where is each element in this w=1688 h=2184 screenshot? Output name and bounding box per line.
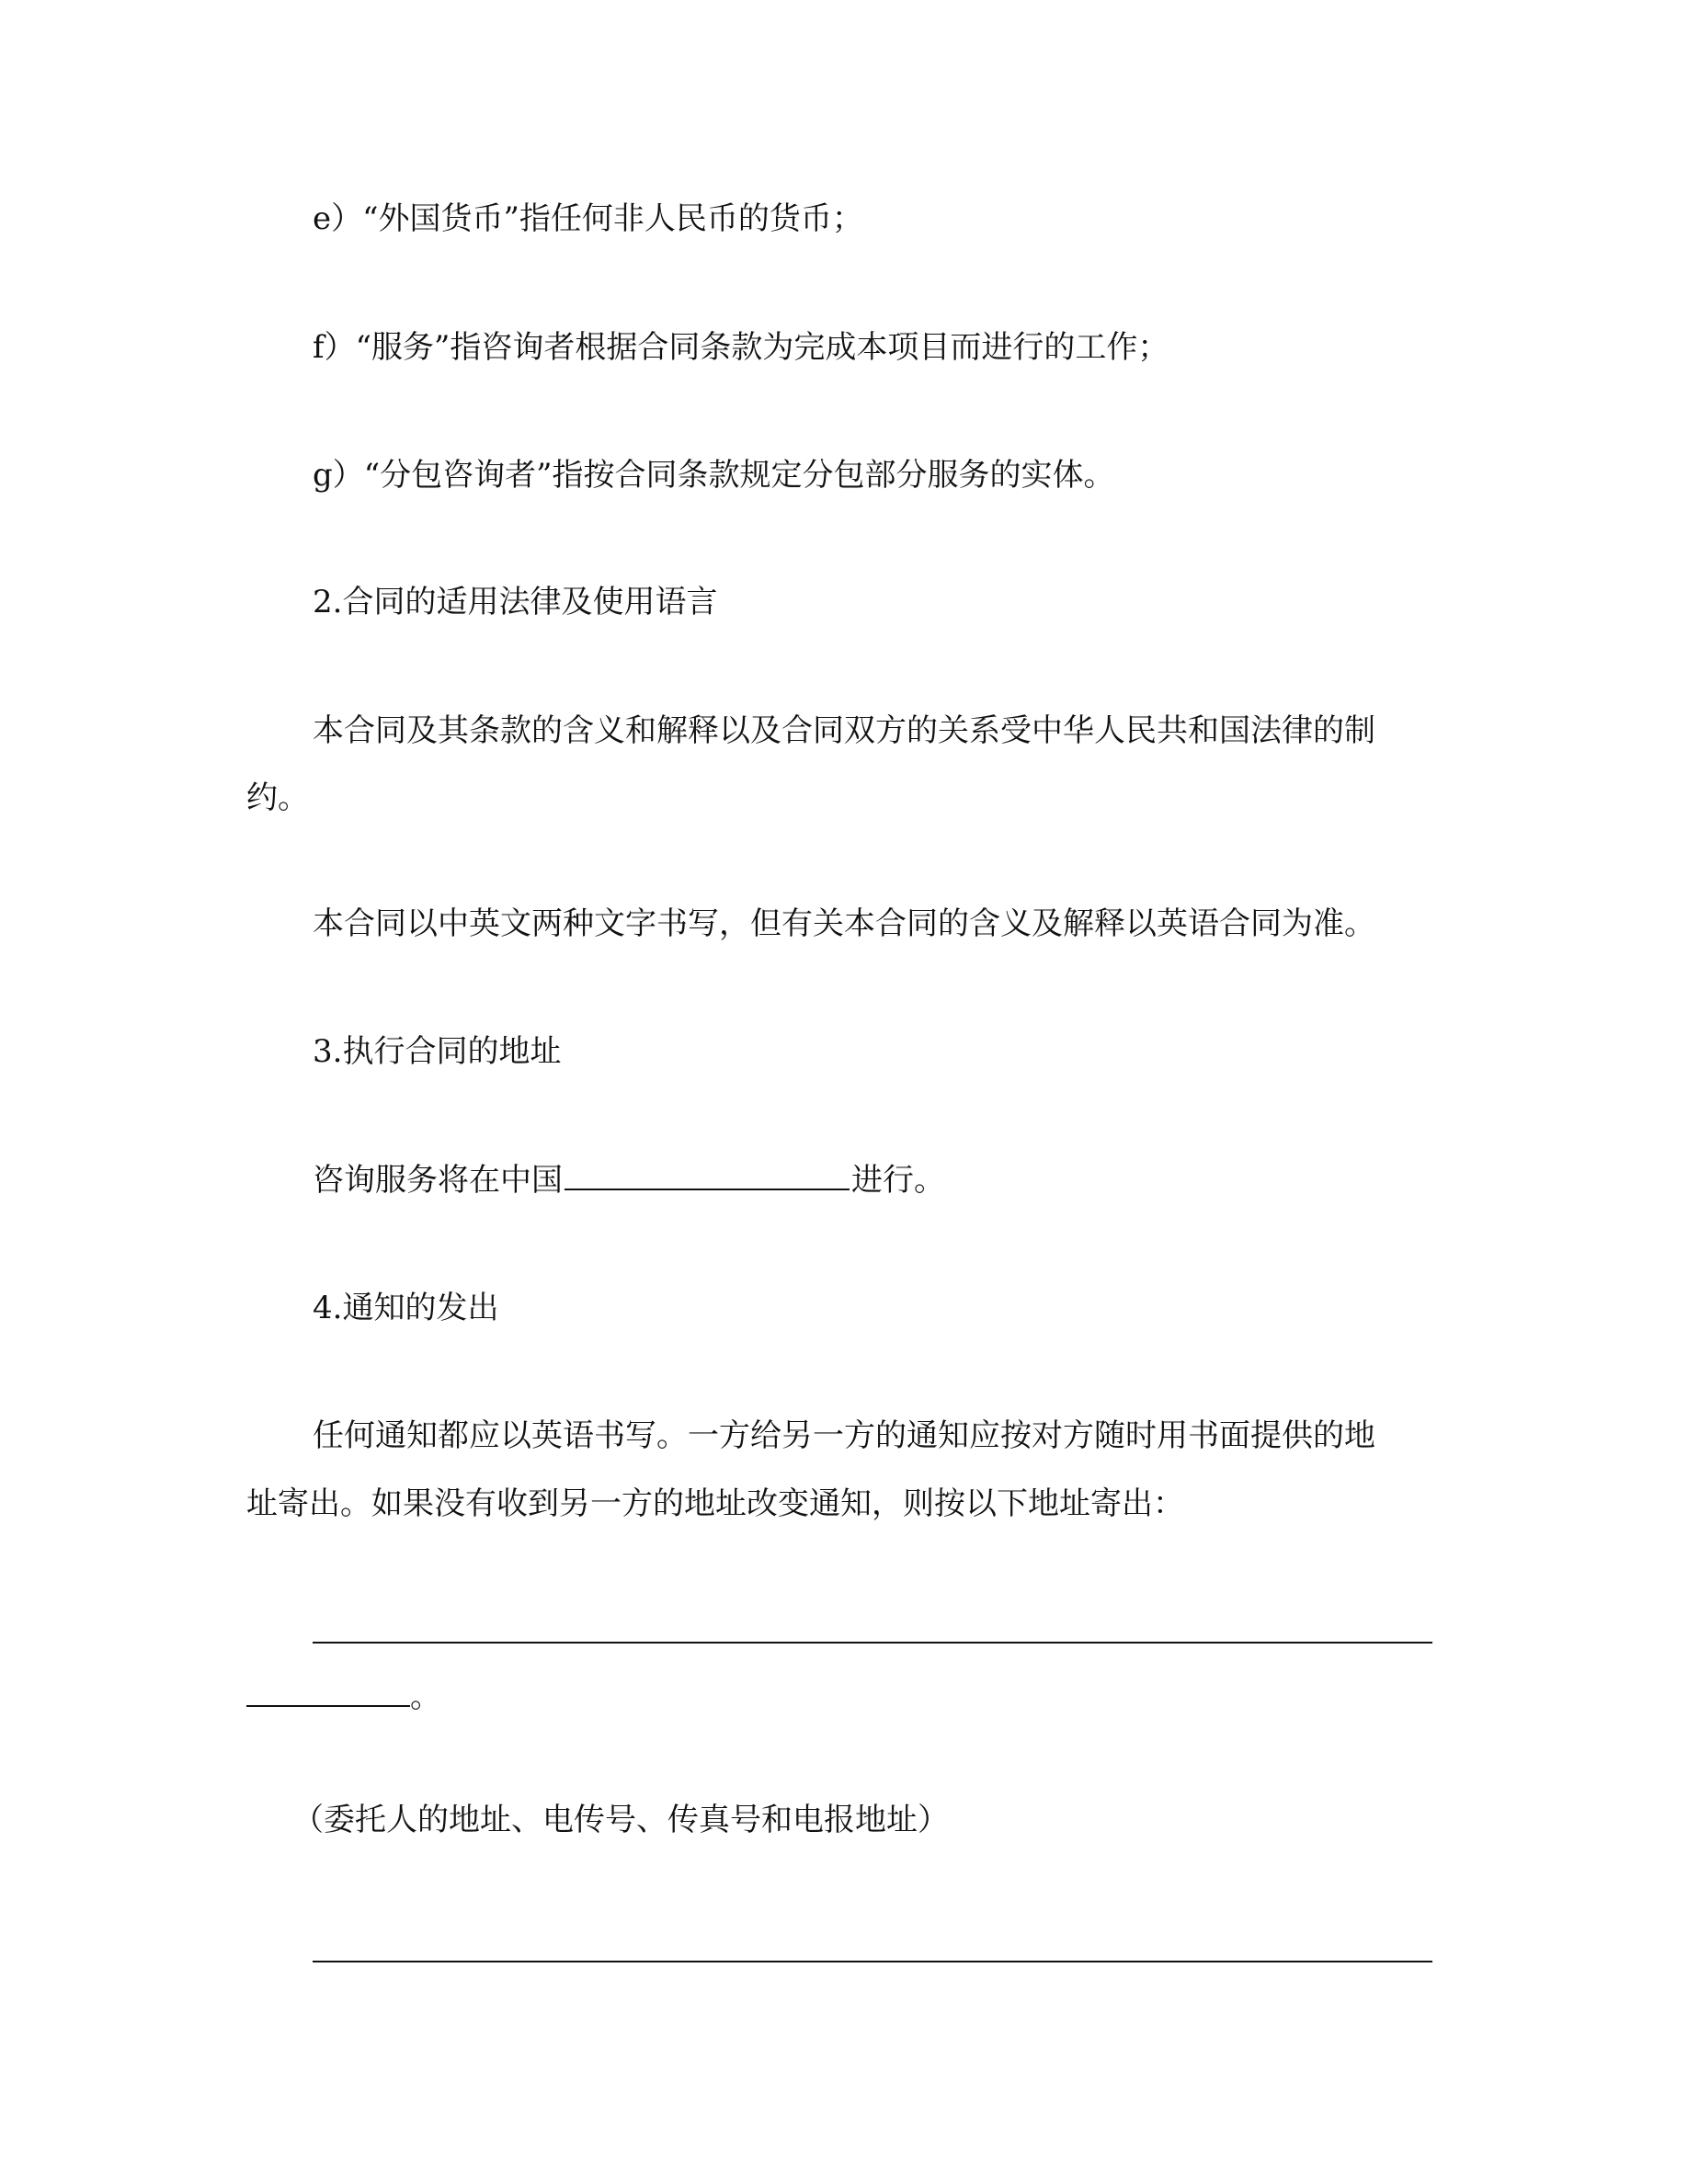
address-blank-line-2 [246, 1678, 441, 1715]
client-address-caption: （委托人的地址、电传号、传真号和电报地址） [292, 1802, 949, 1838]
section-2-paragraph-1-line-2: 约。 [246, 779, 309, 816]
location-text-after: 进行。 [851, 1162, 945, 1199]
section-2-paragraph-1-line-1: 本合同及其条款的含义和解释以及合同双方的关系受中华人民共和国法律的制 [313, 712, 1375, 749]
location-blank-field [565, 1163, 850, 1190]
definition-g: g）“分包咨询者”指按合同条款规定分包部分服务的实体。 [313, 457, 1115, 494]
address-end-mark: 。 [410, 1678, 441, 1715]
section-4-heading: 4.通知的发出 [313, 1290, 499, 1326]
address-blank-short [246, 1679, 410, 1707]
section-3-heading: 3.执行合同的地址 [313, 1033, 562, 1070]
section-4-paragraph-line-1: 任何通知都应以英语书写。一方给另一方的通知应按对方随时用书面提供的地 [313, 1417, 1375, 1454]
definition-f: f）“服务”指咨询者根据合同条款为完成本项目而进行的工作； [313, 329, 1169, 366]
definition-e: e）“外国货币”指任何非人民币的货币； [313, 200, 863, 237]
section-2-paragraph-2: 本合同以中英文两种文字书写，但有关本合同的含义及解释以英语合同为准。 [313, 905, 1375, 942]
consultant-address-blank-line [313, 1961, 1432, 1962]
address-blank-line-1 [313, 1642, 1432, 1644]
section-3-location-sentence [313, 1162, 945, 1199]
location-text-before: 咨询服务将在中国 [313, 1162, 563, 1199]
section-2-heading: 2.合同的适用法律及使用语言 [313, 584, 718, 620]
section-4-paragraph-line-2: 址寄出。如果没有收到另一方的地址改变通知，则按以下地址寄出： [246, 1485, 1184, 1522]
